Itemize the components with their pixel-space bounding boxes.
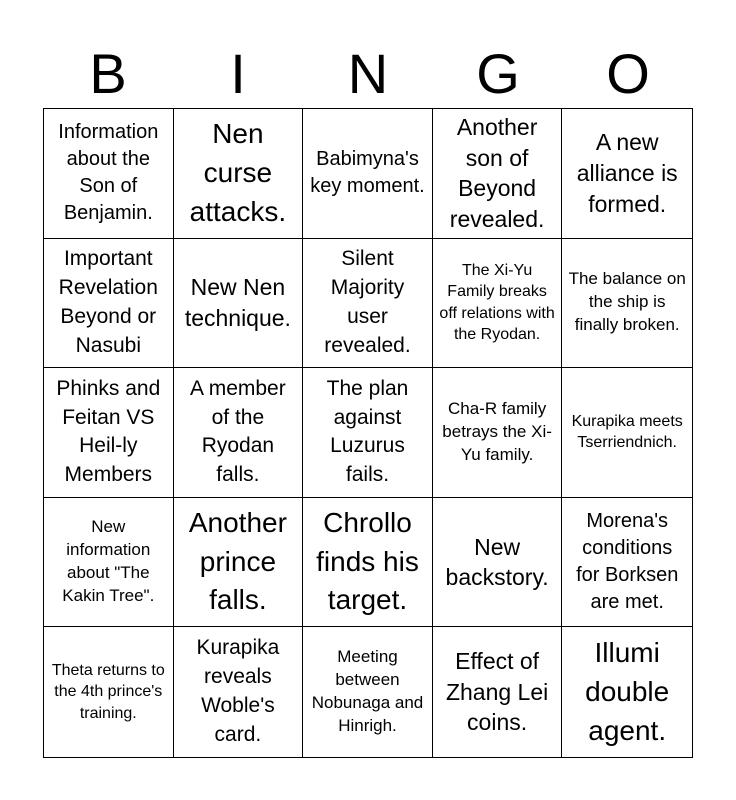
header-letter-i: I <box>230 42 246 105</box>
bingo-cell[interactable]: New information about "The Kakin Tree". <box>44 498 174 628</box>
bingo-cell[interactable]: Meeting between Nobunaga and Hinrigh. <box>303 627 433 757</box>
bingo-cell[interactable]: A member of the Ryodan falls. <box>174 368 304 498</box>
bingo-cell[interactable]: Silent Majority user revealed. <box>303 239 433 369</box>
bingo-cell[interactable]: Kurapika reveals Woble's card. <box>174 627 304 757</box>
bingo-board <box>43 108 693 758</box>
bingo-cell[interactable]: The Xi-Yu Family breaks off relations with the Ryodan. <box>433 239 563 369</box>
header-letter-n: N <box>347 42 389 105</box>
bingo-header <box>43 40 693 108</box>
bingo-cell[interactable]: Babimyna's key moment. <box>303 109 433 239</box>
bingo-cell[interactable]: Phinks and Feitan VS Heil-ly Members <box>44 368 174 498</box>
header-letter-o: O <box>606 42 650 105</box>
bingo-cell[interactable]: Information about the Son of Benjamin. <box>44 109 174 239</box>
bingo-cell[interactable]: The plan against Luzurus fails. <box>303 368 433 498</box>
bingo-cell[interactable]: Another prince falls. <box>174 498 304 628</box>
bingo-cell[interactable]: Theta returns to the 4th prince's training. <box>44 627 174 757</box>
bingo-cell[interactable]: Kurapika meets Tserriendnich. <box>562 368 692 498</box>
bingo-cell[interactable]: Morena's conditions for Borksen are met. <box>562 498 692 628</box>
bingo-cell[interactable]: Effect of Zhang Lei coins. <box>433 627 563 757</box>
bingo-cell[interactable]: The balance on the ship is finally broken. <box>562 239 692 369</box>
bingo-cell[interactable]: A new alliance is formed. <box>562 109 692 239</box>
bingo-cell[interactable]: New backstory. <box>433 498 563 628</box>
bingo-cell[interactable]: Illumi double agent. <box>585 637 670 746</box>
bingo-cell[interactable]: Another son of Beyond revealed. <box>433 109 563 239</box>
bingo-cell[interactable]: Cha-R family betrays the Xi-Yu family. <box>433 368 563 498</box>
bingo-cell[interactable]: New Nen technique. <box>174 239 304 369</box>
bingo-cell[interactable]: Important Revelation Beyond or Nasubi <box>44 239 174 369</box>
header-letter-b: B <box>89 42 127 105</box>
header-letter-g: G <box>476 42 520 105</box>
bingo-cell[interactable]: Chrollo finds his target. <box>303 498 433 628</box>
bingo-cell[interactable]: Nen curse attacks. <box>174 109 304 239</box>
